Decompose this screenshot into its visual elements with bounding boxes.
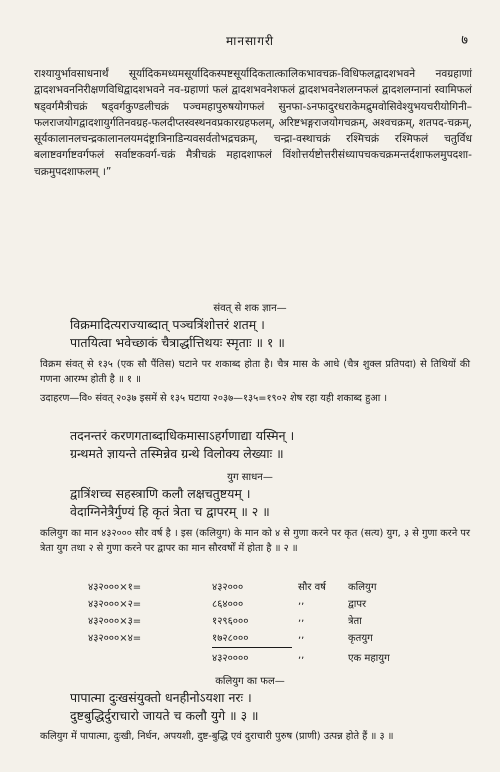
shloka-2-line-2: वेदाग्निनेत्रैर्गुण्यं हि कृतं त्रेता च द्वापरम् ॥ २ ॥ [70,504,270,519]
section-heading-yuga: युग साधन— [227,472,273,483]
table-row: ४३२०००×४= १७२८००० ,, कृतयुग [88,630,373,644]
section-heading-samvat: संवत् से शक ज्ञान— [213,303,287,314]
shloka-3-line-2: दुष्टबुद्धिर्दुराचारो जायते च कलौ युगे ॥ ३ ॥ [70,708,259,723]
example-1: उदाहरण—वि० संवत् २०३७ इसमें से १३५ घटाया २०३७—१३५=१९०२ शेष रहा यही शकाब्द हुआ । [40,393,388,404]
sum-rule [212,647,292,648]
table-total-row: ४३२०००० ,, एक महायुग [212,650,390,664]
explanation-1: विक्रम संवत् से १३५ (एक सौ पैंतिस) घटाने पर शकाब्द होता है। चैत्र मास के आधे (चैत्र शुक्ल प्रतिपदा) से तिथियों की गणना आरम्भ होती है ॥ १ ॥ [40,359,470,385]
table-row: ४३२०००×२= ८६४००० ,, द्वापर [88,596,367,610]
explanation-3: कलियुग में पापात्मा, दुःखी, निर्धन, अपयशी, दुष्ट-बुद्धि एवं दुराचारी पुरुष (प्राणी) उत्पन्न होते हैं ॥ ३ ॥ [40,731,394,742]
shloka-2 [70,485,470,521]
shloka-1b [70,427,470,463]
shloka-1-line-1: विक्रमादित्यराज्याब्दात् पञ्चत्रिंशोत्तरं शतम् । [70,317,265,332]
shloka-1b-line-2: ग्रन्थमते ज्ञायन्ते तस्मिन्नेव ग्रन्थे विलोक्य लेख्याः ॥ [70,446,284,461]
intro-paragraph: राश्यायुर्भावसाधनार्थं सूर्यादिकमध्यमसूर्यादिकस्पष्टसूर्यादिकतात्कालिकभावचक्र-विधिफलद्वादशभवने नवग्रहाणां द्वादशभवननिरीक्षणविधिद्वादशभवने नव-ग्रहाणां फलं द्वादशभवनेशफलं द्वादशभवनेशलग्नफलं द्वादशलग्नानां स्वामिफलं षड्वर्गमैत्रीचक्रं षड्वर्गकुण्डलीचक्रं पञ्चमहापुरुषयोगफलं सुनफा-ऽनफादुरधराकेमद्रुमवोसिवेश्युभयचरीयोगिनी–फलराजयोगद्वादशायुर्गतिनवग्रह-फलदीप्तस्वस्थनवप्रकारग्रहफलम्, अरिष्टभङ्गराजयोगचक्रम्, अश्वचक्रम्, शतपद-चक्रम्, सूर्यकालानलचन्द्रकालानलयमदंष्ट्रात्रिनाडिन्यवसर्वतोभद्रचक्रम्, चन्द्रा-वस्थाचक्रं रश्मिचक्रं रश्मिफलं चतुर्विध बलाष्टवर्गाष्टवर्गफलं सर्वाष्टकवर्ग-चक्रं मैत्रीचक्रं महादशाफलं विंशोत्तर्यष्टोत्तरीसंध्यापचकचक्रमन्तर्दशाफलमुपदशा-चक्रमुपदशाफलम् ।” [34,68,472,178]
table-row: ४३२०००×३= १२९६००० ,, त्रेता [88,613,362,627]
section-heading-kaliyuga: कलियुग का फल— [215,676,285,687]
running-title: मानसागरी [226,34,274,48]
shloka-3 [70,689,470,725]
page-header [0,30,500,52]
shloka-1b-line-1: तदनन्तरं करणगताब्दाधिकमासाऽहर्गणाद्या यस्मिन् । [70,428,295,443]
shloka-1-line-2: पातयित्वा भवेच्छाकं चैत्रार्द्धात्तिथयः स्मृताः ॥ १ ॥ [70,335,285,350]
shloka-3-line-1: पापात्मा दुःखसंयुक्तो धनहीनोऽयशा नरः । [70,690,252,705]
page-number: ७ [461,33,468,48]
table-row: ४३२०००×१= ४३२००० सौर वर्ष कलियुग [88,582,377,593]
shloka-1 [70,316,470,352]
yuga-table [88,579,468,667]
shloka-2-line-1: द्वात्रिंशच्च सहस्त्राणि कलौ लक्षचतुष्टयम् । [70,486,251,501]
explanation-2: कलियुग का मान ४३२००० सौर वर्ष है । इस (कलियुग) के मान को ४ से गुणा करने पर कृत (सत्य) युग, ३ से गुणा करने पर त्रेता युग तथा २ से गुणा करने पर द्वापर का मान सौरवर्षों में होता है ॥ २ ॥ [40,528,470,554]
